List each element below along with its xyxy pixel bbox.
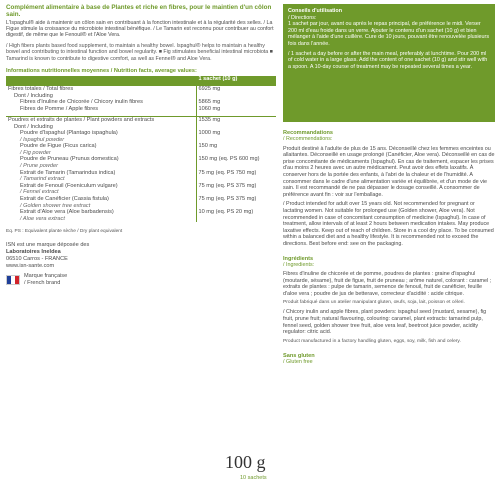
right-column: [283, 4, 495, 365]
left-column: [6, 4, 276, 287]
table-row: Poudre de Pruneau (Prunus domestica) 150 mg (eq. PS 600 mg): [6, 156, 276, 163]
ingredients-fr: Fibres d'inuline de chicorée et de pomme, poudres de plantes : graine d'ispaghul (moutarde, sésame), fruit de figue, fruit de pruneau ; arôme naturel, colorant : caramel ; extraits de plantes : pulpe de tamarin, semence de fenouil, fruit de canéficier, feuille d'aloe vera ; poudre de jus de betterave, correcteur d'acidité : acide citrique.: [283, 271, 492, 297]
table-row: Fibres de Pomme / Apple fibres 1060 mg: [6, 106, 276, 113]
directions-en: / 1 sachet a day before or after the main meal, preferably at lunchtime. Pour 200 ml of cold water in a large glass. Add the content of one sachet (10 g) and stir well with a spoon. A 10-day course of treatment may be repeated several times a year.: [288, 50, 488, 70]
table-row: Extrait de Tamarin (Tamarindus indica) 75 mg (eq. PS 750 mg): [6, 170, 276, 177]
ingredients-en: / Chicory inulin and apple fibres, plant powders: ispaghul seed (mustard, sesame), fig fruit, prune fruit; natural flavouring, colouring: caramel, plant extracts: tamarind pulp, fennel seed, golden shower tree fruit, aloe vera leaf, beetroot juice powder, acidity regulator: citric acid.: [283, 309, 487, 336]
recommendations-subheading: / Recommendations:: [283, 136, 333, 142]
table-row: Fibres d'Inuline de Chicorée / Chicory inulin fibres 5865 mg: [6, 99, 276, 106]
table-row: / Tamarind extract: [6, 176, 276, 183]
table-row: Extrait d'Aloe vera (Aloe barbadensis) 10 mg (eq. PS 20 mg): [6, 209, 276, 216]
brand-line-2: Laboratoires Ineldea: [6, 249, 61, 256]
table-row: Poudre d'Ispaghul (Plantago ispaghula) 1000 mg: [6, 130, 276, 137]
table-row: Poudres et extraits de plantes / Plant powders and extracts 1535 mg: [6, 116, 276, 123]
directions-subheading: / Directions:: [288, 14, 317, 21]
ingredients-heading: Ingrédients: [283, 255, 314, 262]
product-description-fr: L'Ispaghul® aide à maintenir un côlon sain en contribuant à la fonction intestinale et à la régularité des selles. / La Figue stimule la croissance du microbiote intestinal bénéfique. / Le Tamarin est reconnu pour contribuer au confort digestif, de même que le Fenouil® et l'Aloe Vera.: [6, 19, 274, 39]
brand-line-3: 06510 Carros - FRANCE: [6, 256, 68, 263]
ingredients-fr-note: Produit fabriqué dans un atelier manipulant gluten, œufs, soja, lait, poisson et céleri.: [283, 300, 465, 306]
table-row: Dont / Including: [6, 93, 276, 100]
recommendations-en: / Product intended for adult over 15 years old. Not recommended for pregnant or lactating women. Not suitable for prolonged use (Golden shower, Aloe vera). Not recommended in case of concomitant consumption of medicine (Ispaghul). In case of treatment, allow intervals of at least 2 hours between medication intakes. May produce laxative effects. Keep out of reach of children. Store in a cool dry place. To be consumed within a balanced diet and a healthy lifestyle. It is recommended not to exceed the directions. Best before end: see on the packaging.: [283, 201, 494, 247]
table-row: Poudre de Figue (Ficus carica) 150 mg: [6, 143, 276, 150]
french-brand-label-en: / French brand: [24, 280, 61, 287]
product-description-title: Complément alimentaire à base de Plantes et riche en fibres, pour le maintien d'un côlon sain.: [6, 4, 272, 19]
directions-box: [283, 4, 495, 122]
french-brand-row: [6, 273, 276, 287]
nutrition-header-row: [6, 76, 276, 86]
gluten-free-heading: Sans gluten: [283, 352, 315, 359]
nutrition-table: [6, 76, 276, 222]
table-row: / Fennel extract: [6, 189, 276, 196]
recommendations-heading: Recommandations: [283, 130, 334, 136]
product-description-en: / High fibers plants based food supplement, to maintain a healthy bowel. Ispaghul® helps to maintain a healthy bowel and contributing to intestinal function and bowel regularity. ■ Fig stimulates beneficial intestinal microbiota ■ Tamarind is known to contribute to digestive comfort, as well as Fennel® and Aloe Vera.: [6, 42, 273, 62]
recommendations-fr: Produit destiné à l'adulte de plus de 15 ans. Déconseillé chez les femmes enceintes ou allaitantes. Déconseillé en usage prolongé (Canéficier, Aloe vera). Déconseillé en cas de prise concomitante de médicaments (Ispaghul). En cas de traitement, espacer les prises d'au moins 2 heures avec un autre médicament. Peut avoir des effets laxatifs. À conserver hors de la portée des enfants, à l'abri de la chaleur et de l'humidité. A consommer dans le cadre d'une alimentation variée et équilibrée, et d'un mode de vie sain. Il est recommandé de ne pas dépasser le dosage conseillé. A consommer de préférence avant fin : voir sur l'emballage.: [283, 145, 495, 198]
directions-fr: 1 sachet par jour, avant ou après le repas principal, de préférence le midi. Verser 200 ml d'eau froide dans un verre. Ajouter le contenu d'un sachet (10 g) et bien mélanger à l'aide d'une cuillère. Cure de 10 jours, pouvant être renouvelée plusieurs fois dans l'année.: [288, 21, 490, 47]
brand-line-1: ISN est une marque déposée des: [6, 242, 90, 249]
table-row: Extrait de Canéficier (Cassia fistula) 75 mg (eq. PS 375 mg): [6, 196, 276, 203]
table-row: / Ispaghul powder: [6, 137, 276, 144]
brand-website: www.isn-sante.com: [6, 263, 55, 270]
table-row: Extrait de Fenouil (Foeniculum vulgare) 75 mg (eq. PS 375 mg): [6, 183, 276, 190]
french-brand-label: Marque française: [24, 273, 68, 280]
net-weight: 100 g: [225, 452, 266, 472]
table-row: / Golden shower tree extract: [6, 203, 276, 210]
table-row: / Aloe vera extract: [6, 216, 276, 223]
nutrition-heading: Informations nutritionnelles moyennes / Nutrition facts, average values:: [6, 68, 197, 75]
table-row: Fibres totales / Total fibres 6925 mg: [6, 86, 276, 93]
brand-info: [6, 242, 276, 287]
dry-plant-equivalent-note: Eq. PS : Equivalent plante sèche / Dry plant equivalent: [6, 229, 123, 235]
table-row: / Prune powder: [6, 163, 276, 170]
table-row: Dont / Including: [6, 124, 276, 131]
table-row: / Fig powder: [6, 150, 276, 157]
french-flag-icon: [6, 275, 20, 285]
ingredients-en-note: Product manufactured in a factory handling gluten, eggs, soy, milk, fish and celery.: [283, 338, 461, 344]
gluten-free-subheading: / Gluten free: [283, 358, 313, 365]
sachet-count: 10 sachets: [240, 475, 267, 481]
directions-heading: Conseils d'utilisation: [288, 8, 342, 14]
serving-size-header: 1 sachet (10 g): [196, 76, 276, 86]
ingredients-subheading: / Ingredients:: [283, 261, 315, 268]
